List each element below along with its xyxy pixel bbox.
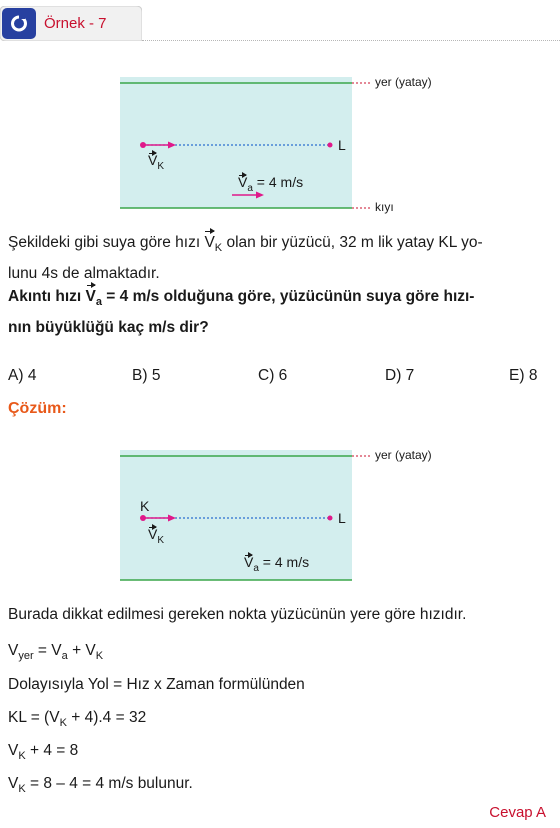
vk-label: $V_K$ [148,152,165,172]
question-paragraph: Şekildeki gibi suya göre hızı $V_K$ olan bir yüzücü, 32 m lik yatay KL yo- lunu 4s de almaktadır. [8,230,548,287]
choice-a[interactable]: A) 4 [8,367,37,384]
water-region [120,450,352,580]
choice-e[interactable]: E) 8 [509,367,538,384]
vk-label: $V_K$ [148,526,165,546]
choice-d[interactable]: D) 7 [385,367,415,384]
ground-label: yer (yatay) [375,448,432,462]
equation-4: $V_K + 4 = 8$ [8,742,79,763]
equation-5: $V_K = 8 - 4 = 4$ m/s bulunur. [8,775,193,796]
va-label: $V_a = 4$ m/s [238,174,304,194]
point-K-label: K [140,498,150,514]
choice-b[interactable]: B) 5 [132,367,161,384]
figure-2 [0,446,560,586]
water-region [120,77,352,208]
question-prompt: Akıntı hızı $V_a = 4$ m/s olduğuna göre, yüzücünün suya göre hızı- nın büyüklüğü kaç m/s dir? [8,284,548,341]
point-L [328,516,333,521]
solution-title: Çözüm: [8,400,67,417]
answer-label: Cevap A [489,804,546,821]
point-L-label: L [338,137,346,153]
example-title: Örnek - 7 [44,15,107,32]
point-L-label: L [338,510,346,526]
equation-1: $V_{yer} = V_a + V_K$ [8,642,104,663]
solution-intro: Burada dikkat edilmesi gereken nokta yüzücünün yere göre hızıdır. [8,606,467,623]
header-dotted-rule [142,40,560,41]
figure-1 [0,70,560,218]
figure-1-drawing [0,70,560,218]
va-label: $V_a = 4$ m/s [244,554,310,574]
equation-3: KL = $(V_K + 4).4 = 32$ [8,709,147,730]
equation-2: Dolayısıyla Yol = Hız x Zaman formülünden [8,676,305,693]
point-L [328,143,333,148]
ground-label: yer (yatay) [375,75,432,89]
choice-c[interactable]: C) 6 [258,367,288,384]
shore-label: kıyı [375,200,394,214]
